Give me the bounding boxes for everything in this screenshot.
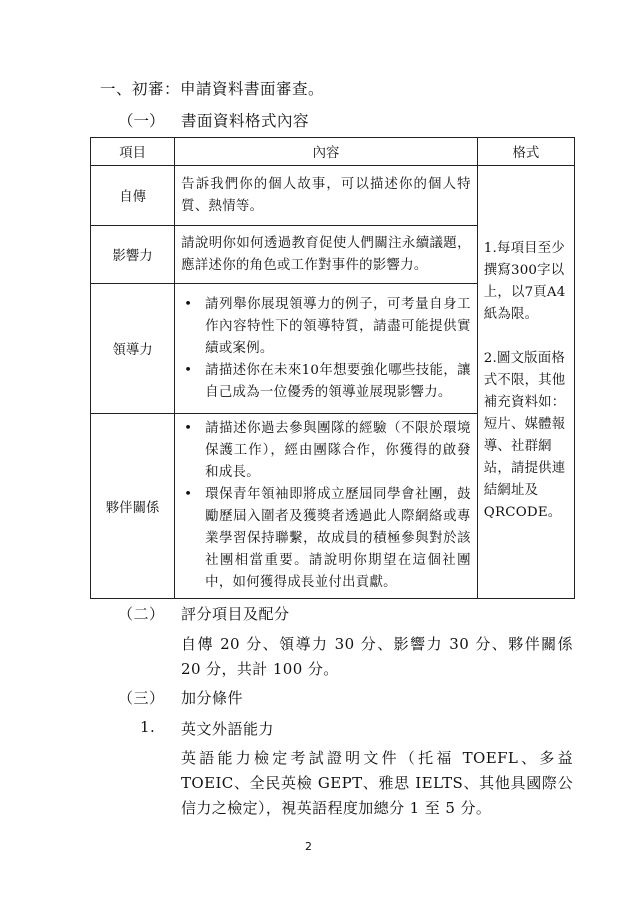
- section3-title: 加分條件: [181, 689, 244, 707]
- page-number: 2: [305, 840, 312, 853]
- bullet-icon: •: [184, 296, 193, 312]
- item1-body: 英語能力檢定考試證明文件（托福 TOEFL、多益 TOEIC、全民英檢 GEPT、雅思 IELTS、其他具國際公信力之檢定），視英語程度加總分 1 至 5 分。: [181, 749, 573, 817]
- format-table: [90, 137, 575, 599]
- format-note-2: 2.圖文版面格式不限，其他補充資料如：短片、媒體報導、社群網站，請提供連結網址及QRCODE。: [483, 351, 566, 520]
- bullet-icon: •: [184, 487, 193, 502]
- table-header-row: [91, 138, 575, 166]
- content-autobiography: 告訴我們你的個人故事，可以描述你的個人特質、熱情等。: [175, 166, 478, 226]
- list-item: • 請列舉你展現領導力的例子，可考量自身工作內容特性下的領導特質，請盡可能提供實績或案例。: [181, 294, 471, 360]
- content-leadership: [175, 284, 478, 414]
- heading-initial-review: 一、初審：申請資料書面審查。: [100, 80, 325, 98]
- header-format: 格式: [477, 138, 574, 166]
- item-partnership: 夥伴關係: [91, 414, 175, 599]
- content-partnership: [175, 414, 478, 599]
- item-autobiography: 自傳: [91, 166, 175, 226]
- table-row-autobiography: [91, 166, 575, 226]
- format-note-cell: [477, 166, 574, 599]
- list-item: • 請描述你在未來10年想要強化哪些技能，讓自己成為一位優秀的領導並展現影響力。: [181, 360, 471, 404]
- section1-number: （一）: [118, 112, 165, 130]
- item-influence: 影響力: [91, 226, 175, 284]
- content-influence: 請說明你如何透過教育促使人們關注永續議題，應詳述你的角色或工作對事件的影響力。: [175, 226, 478, 284]
- bullet-icon: •: [184, 421, 193, 436]
- list-item: • 請描述你過去參與團隊的經驗（不限於環境保護工作），經由團隊合作，你獲得的啟發和成長。: [181, 418, 471, 484]
- section2-title: 評分項目及配分: [181, 605, 290, 623]
- section3-number: （三）: [118, 689, 165, 707]
- section2-number: （二）: [118, 605, 165, 623]
- item1-title: 英文外語能力: [181, 720, 275, 738]
- format-note-1: 1.每項目至少撰寫300字以上，以7頁A4紙為限。: [483, 241, 566, 322]
- header-item: 項目: [91, 138, 175, 166]
- list-item: • 環保青年領袖即將成立歷屆同學會社團，鼓勵歷屆入圍者及獲獎者透過此人際網絡或專業學習保持聯繫，故成員的積極參與對於該社團相當重要。請說明你期望在這個社團中，如何獲得成長並付出貢獻。: [181, 484, 471, 594]
- bullet-icon: •: [184, 362, 193, 378]
- item-leadership: 領導力: [91, 284, 175, 414]
- item1-number: 1.: [140, 718, 156, 736]
- section2-body: 自傳 20 分、領導力 30 分、影響力 30 分、夥伴關係 20 分，共計 100 分。: [181, 635, 573, 678]
- header-content: 內容: [175, 138, 478, 166]
- section1-title: 書面資料格式內容: [181, 112, 310, 130]
